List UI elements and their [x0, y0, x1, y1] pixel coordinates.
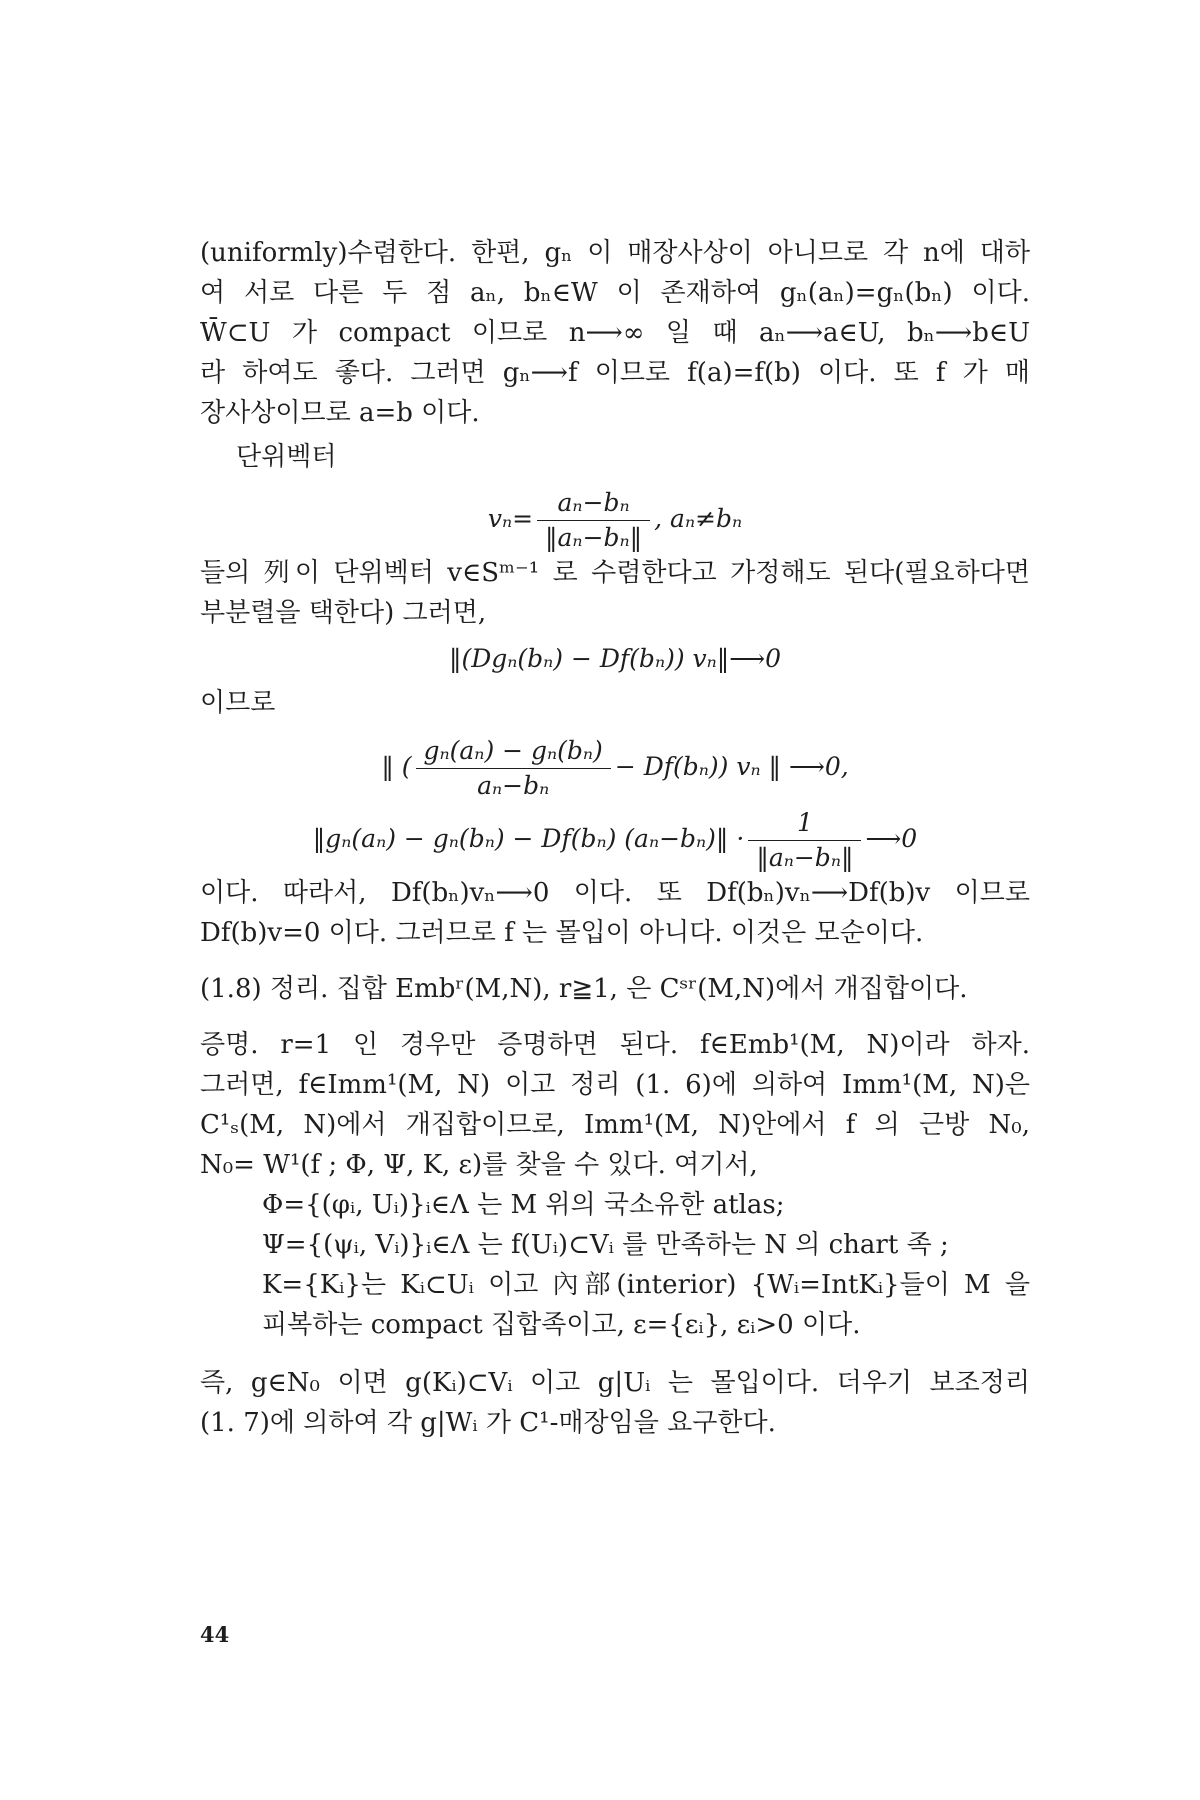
page-number: 44: [200, 1622, 230, 1647]
para3-line-2: Df(b)v=0 이다. 그러므로 f 는 몰입이 아니다. 이것은 모순이다.: [200, 918, 924, 948]
equation-normalized-limit: [200, 808, 1030, 873]
theorem-1-8: (1.8) 정리. 집합 Embʳ(M,N), r≧1, 은 Cˢʳ(M,N)에서 개집합이다.: [200, 974, 968, 1004]
unit-vector-label: 단위벡터: [236, 442, 337, 472]
therefore-label: 이므로: [200, 688, 276, 718]
equation-difference-quotient: [200, 736, 1030, 801]
eq1-lhs: vₙ=: [487, 504, 534, 533]
para1-line-3: W̄⊂U 가 compact 이므로 n⟶∞ 일 때 aₙ⟶a∈U, bₙ⟶b∈U: [200, 318, 1030, 348]
eq4-rhs: ⟶0: [865, 824, 918, 853]
eq4-lhs: ‖gₙ(aₙ) − gₙ(bₙ) − Df(bₙ) (aₙ−bₙ)‖ ·: [312, 824, 745, 853]
eq4-fraction: [748, 808, 861, 873]
eq1-denominator: ‖aₙ−bₙ‖: [545, 523, 643, 552]
eq4-numerator: 1: [748, 808, 861, 841]
para4-line-2: (1. 7)에 의하여 각 g|Wᵢ 가 C¹-매장임을 요구한다.: [200, 1408, 776, 1438]
para1-line-1: (uniformly)수렴한다. 한편, gₙ 이 매장사상이 아니므로 각 n에 대하: [200, 238, 1030, 268]
eq3-lhs: ‖ (: [381, 752, 412, 781]
equation-derivative-limit: ‖(Dgₙ(bₙ) − Df(bₙ)) vₙ‖⟶0: [448, 644, 782, 673]
para3-line-1: 이다. 따라서, Df(bₙ)vₙ⟶0 이다. 또 Df(bₙ)vₙ⟶Df(b)v 이므로: [200, 878, 1030, 908]
eq3-fraction: [416, 736, 611, 801]
proof-line-3: C¹ₛ(M, N)에서 개집합이므로, Imm¹(M, N)안에서 f 의 근방 N₀,: [200, 1110, 1030, 1140]
eq1-fraction: [537, 488, 650, 553]
para2-line-1: 들의 列이 단위벡터 v∈Sᵐ⁻¹ 로 수렴한다고 가정해도 된다(필요하다면: [200, 558, 1030, 588]
para2-line-2: 부분렬을 택한다) 그러면,: [200, 598, 487, 628]
eq3-denominator: aₙ−bₙ: [477, 771, 550, 800]
para1-line-2: 여 서로 다른 두 점 aₙ, bₙ∈W 이 존재하여 gₙ(aₙ)=gₙ(bₙ) 이다.: [200, 278, 1030, 308]
eq1-rhs: , aₙ≠bₙ: [654, 504, 743, 533]
para1-line-4: 라 하여도 좋다. 그러면 gₙ⟶f 이므로 f(a)=f(b) 이다. 또 f 가 매: [200, 358, 1030, 388]
eq3-numerator: gₙ(aₙ) − gₙ(bₙ): [416, 736, 611, 769]
list-item-psi: Ψ={(ψᵢ, Vᵢ)}ᵢ∈Λ 는 f(Uᵢ)⊂Vᵢ 를 만족하는 N 의 chart 족 ;: [262, 1230, 949, 1260]
proof-line-1: 증명. r=1 인 경우만 증명하면 된다. f∈Emb¹(M, N)이라 하자.: [200, 1030, 1030, 1060]
proof-line-4: N₀= W¹(f ; Φ, Ψ, K, ε)를 찾을 수 있다. 여기서,: [200, 1150, 758, 1180]
proof-line-2: 그러면, f∈Imm¹(M, N) 이고 정리 (1. 6)에 의하여 Imm¹(M, N)은: [200, 1070, 1030, 1100]
list-item-compact: 피복하는 compact 집합족이고, ε={εᵢ}, εᵢ>0 이다.: [262, 1310, 861, 1340]
eq3-rhs: − Df(bₙ)) vₙ ‖ ⟶0,: [614, 752, 849, 781]
para4-line-1: 즉, g∈N₀ 이면 g(Kᵢ)⊂Vᵢ 이고 g|Uᵢ 는 몰입이다. 더우기 보조정리: [200, 1368, 1030, 1398]
equation-unit-vector: [200, 488, 1030, 553]
eq1-numerator: aₙ−bₙ: [537, 488, 650, 521]
para1-line-5: 장사상이므로 a=b 이다.: [200, 398, 480, 428]
eq4-denominator: ‖aₙ−bₙ‖: [756, 843, 854, 872]
list-item-k: K={Kᵢ}는 Kᵢ⊂Uᵢ 이고 內部(interior) {Wᵢ=IntKᵢ}들이 M 을: [262, 1270, 1030, 1300]
list-item-phi: Φ={(φᵢ, Uᵢ)}ᵢ∈Λ 는 M 위의 국소유한 atlas;: [262, 1190, 785, 1220]
